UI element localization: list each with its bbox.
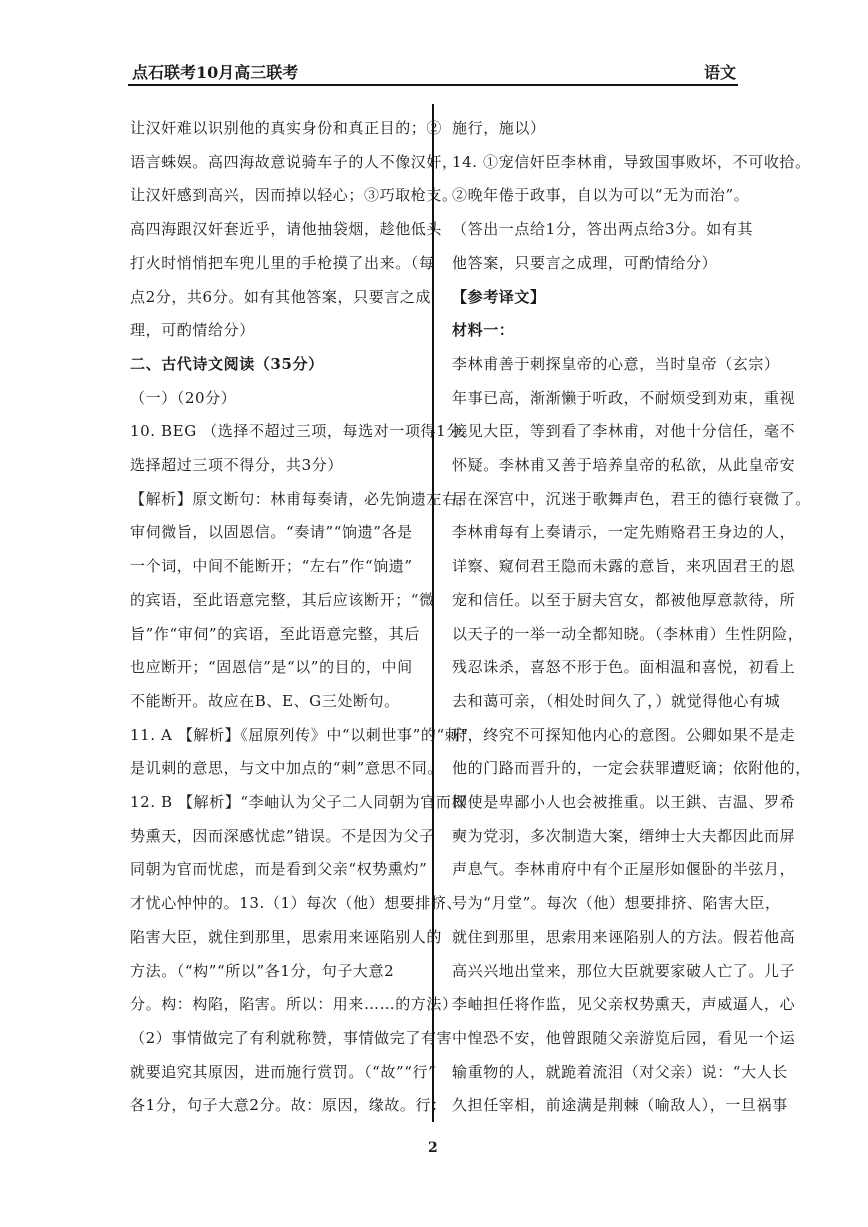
text-line: 11. A 【解析】《屈原列传》中“以刺世事”的“刺”	[130, 725, 469, 744]
text-line: 接见大臣，等到看了李林甫，对他十分信任，毫不	[452, 422, 796, 441]
text-line: 李岫担任将作监，见父亲权势熏天，声威逼人，心	[452, 995, 796, 1014]
text-line: 就住到那里，思索用来诬陷别人的方法。假若他高	[452, 927, 796, 946]
text-line: 一个词，中间不能断开；“左右”作“饷遗”	[130, 557, 413, 576]
text-line: 14. ①宠信奸臣李林甫，导致国事败坏，不可收拾。	[452, 152, 811, 171]
text-line: 打火时悄悄把车兜儿里的手枪摸了出来。（每	[130, 253, 435, 272]
text-line: 他的门路而晋升的，一定会获罪遭贬谪；依附他的，	[452, 759, 811, 778]
text-line: 居在深宫中，沉迷于歌舞声色，君王的德行衰微了。	[452, 489, 811, 508]
exam-title: 点石联考10月高三联考	[132, 63, 299, 82]
text-line: 才忧心忡忡的。13.（1）每次（他）想要排挤、	[130, 894, 463, 913]
text-line: 选择超过三项不得分，共3分）	[130, 456, 343, 474]
text-line: 分。构：构陷，陷害。所以：用来……的方法）	[130, 995, 458, 1014]
text-line: 号为“月堂”。每次（他）想要排挤、陷害大臣，	[452, 894, 781, 913]
text-line: 各1分，句子大意2分。故：原因，缘故。行：	[130, 1096, 447, 1115]
text-line: 【参考译文】	[452, 287, 546, 306]
subject-label: 语文	[703, 63, 736, 82]
text-line: 怀疑。李林甫又善于培养皇帝的私欲，从此皇帝安	[452, 456, 796, 474]
text-line: 审伺微旨，以固恩信。“奏请”“饷遗”各是	[130, 523, 413, 542]
text-line: 不能断开。故应在B、E、G三处断句。	[130, 691, 400, 710]
text-line: 材料一：	[452, 321, 515, 340]
text-line: 输重物的人，就跪着流泪（对父亲）说：“大人长	[452, 1062, 788, 1081]
text-line: 施行，施以）	[452, 119, 546, 137]
text-line: 宠和信任。以至于厨夫宫女，都被他厚意款待，所	[452, 590, 796, 609]
text-line: 即使是卑鄙小人也会被推重。以王鉷、吉温、罗希	[452, 793, 796, 811]
text-line: 高四海跟汉奸套近乎，请他抽袋烟，趁他低头	[130, 220, 443, 239]
text-line: 残忍诛杀，喜怒不形于色。面相温和喜悦，初看上	[452, 658, 796, 677]
text-line: 旨”作“审伺”的宾语，至此语意完整，其后	[130, 624, 421, 643]
text-line: 理，可酌情给分）	[130, 321, 255, 340]
text-line: 府，终究不可探知他内心的意图。公卿如果不是走	[452, 725, 796, 744]
text-line: 同朝为官而忧虑，而是看到父亲“权势熏灼”	[130, 860, 428, 879]
text-line: 势熏天，因而深感忧虑”错误。不是因为父子	[130, 826, 435, 845]
header-rule	[128, 84, 738, 86]
text-line: ②晚年倦于政事，自以为可以“无为而治”。	[452, 186, 750, 205]
text-line: 是讥刺的意思，与文中加点的“刺”意思不同。	[130, 759, 443, 778]
text-line: 12. B 【解析】“李岫认为父子二人同朝为官而权	[130, 793, 468, 811]
text-line: （2）事情做完了有利就称赞，事情做完了有害	[130, 1028, 453, 1047]
text-line: 方法。（“构”“所以”各1分，句子大意2	[130, 961, 395, 980]
page-number: 2	[428, 1140, 438, 1156]
text-line: 他答案，只要言之成理，可酌情给分）	[452, 253, 718, 272]
text-line: 详察、窥伺君王隐而未露的意旨，来巩固君王的恩	[452, 557, 796, 576]
text-line: 语言蛛娱。高四海故意说骑车子的人不像汉奸，	[130, 152, 458, 171]
text-line: 点2分，共6分。如有其他答案，只要言之成	[130, 287, 432, 306]
text-line: 年事已高，渐渐懒于听政，不耐烦受到劝束，重视	[452, 388, 796, 407]
text-line: 中惶恐不安，他曾跟随父亲游览后园，看见一个运	[452, 1028, 796, 1047]
text-line: 的宾语，至此语意完整，其后应该断开；“微	[130, 590, 435, 609]
text-line: 就要追究其原因，进而施行赏罚。（“故”“行”	[130, 1062, 437, 1081]
text-line: 去和蔼可亲，（相处时间久了，）就觉得他心有城	[452, 691, 781, 710]
text-line: 李林甫善于刺探皇帝的心意，当时皇帝（玄宗）	[452, 354, 780, 373]
text-line: 久担任宰相，前途满是荆棘（喻敌人），一旦祸事	[452, 1096, 788, 1115]
text-line: 也应断开；“固恩信”是“以”的目的，中间	[130, 658, 413, 677]
text-line: 高兴兴地出堂来，那位大臣就要家破人亡了。儿子	[452, 961, 796, 980]
text-line: 【解析】原文断句：林甫每奏请，必先饷遗左右，	[130, 489, 474, 508]
text-line: 陷害大臣，就住到那里，思索用来诬陷别人的	[130, 927, 443, 946]
text-line: 10. BEG （选择不超过三项，每选对一项得1分。	[130, 422, 478, 441]
text-line: 让汉奸感到高兴，因而掉以轻心；③巧取枪支。	[130, 186, 458, 205]
text-line: 让汉奸难以识别他的真实身份和真正目的；②	[130, 119, 443, 137]
text-line: 李林甫每有上奏请示，一定先贿赂君王身边的人，	[452, 523, 796, 542]
text-line: 声息气。李林甫府中有个正屋形如偃卧的半弦月，	[452, 860, 796, 879]
text-line: （一）（20分）	[130, 388, 237, 407]
text-line: 二、古代诗文阅读（35分）	[130, 354, 324, 373]
text-line: （答出一点给1分，答出两点给3分。如有其	[452, 220, 754, 239]
text-line: 奭为党羽，多次制造大案，缙绅士大夫都因此而屏	[452, 826, 796, 845]
page-header	[128, 60, 736, 84]
text-line: 以天子的一举一动全都知晓。（李林甫）生性阴险，	[452, 624, 804, 643]
